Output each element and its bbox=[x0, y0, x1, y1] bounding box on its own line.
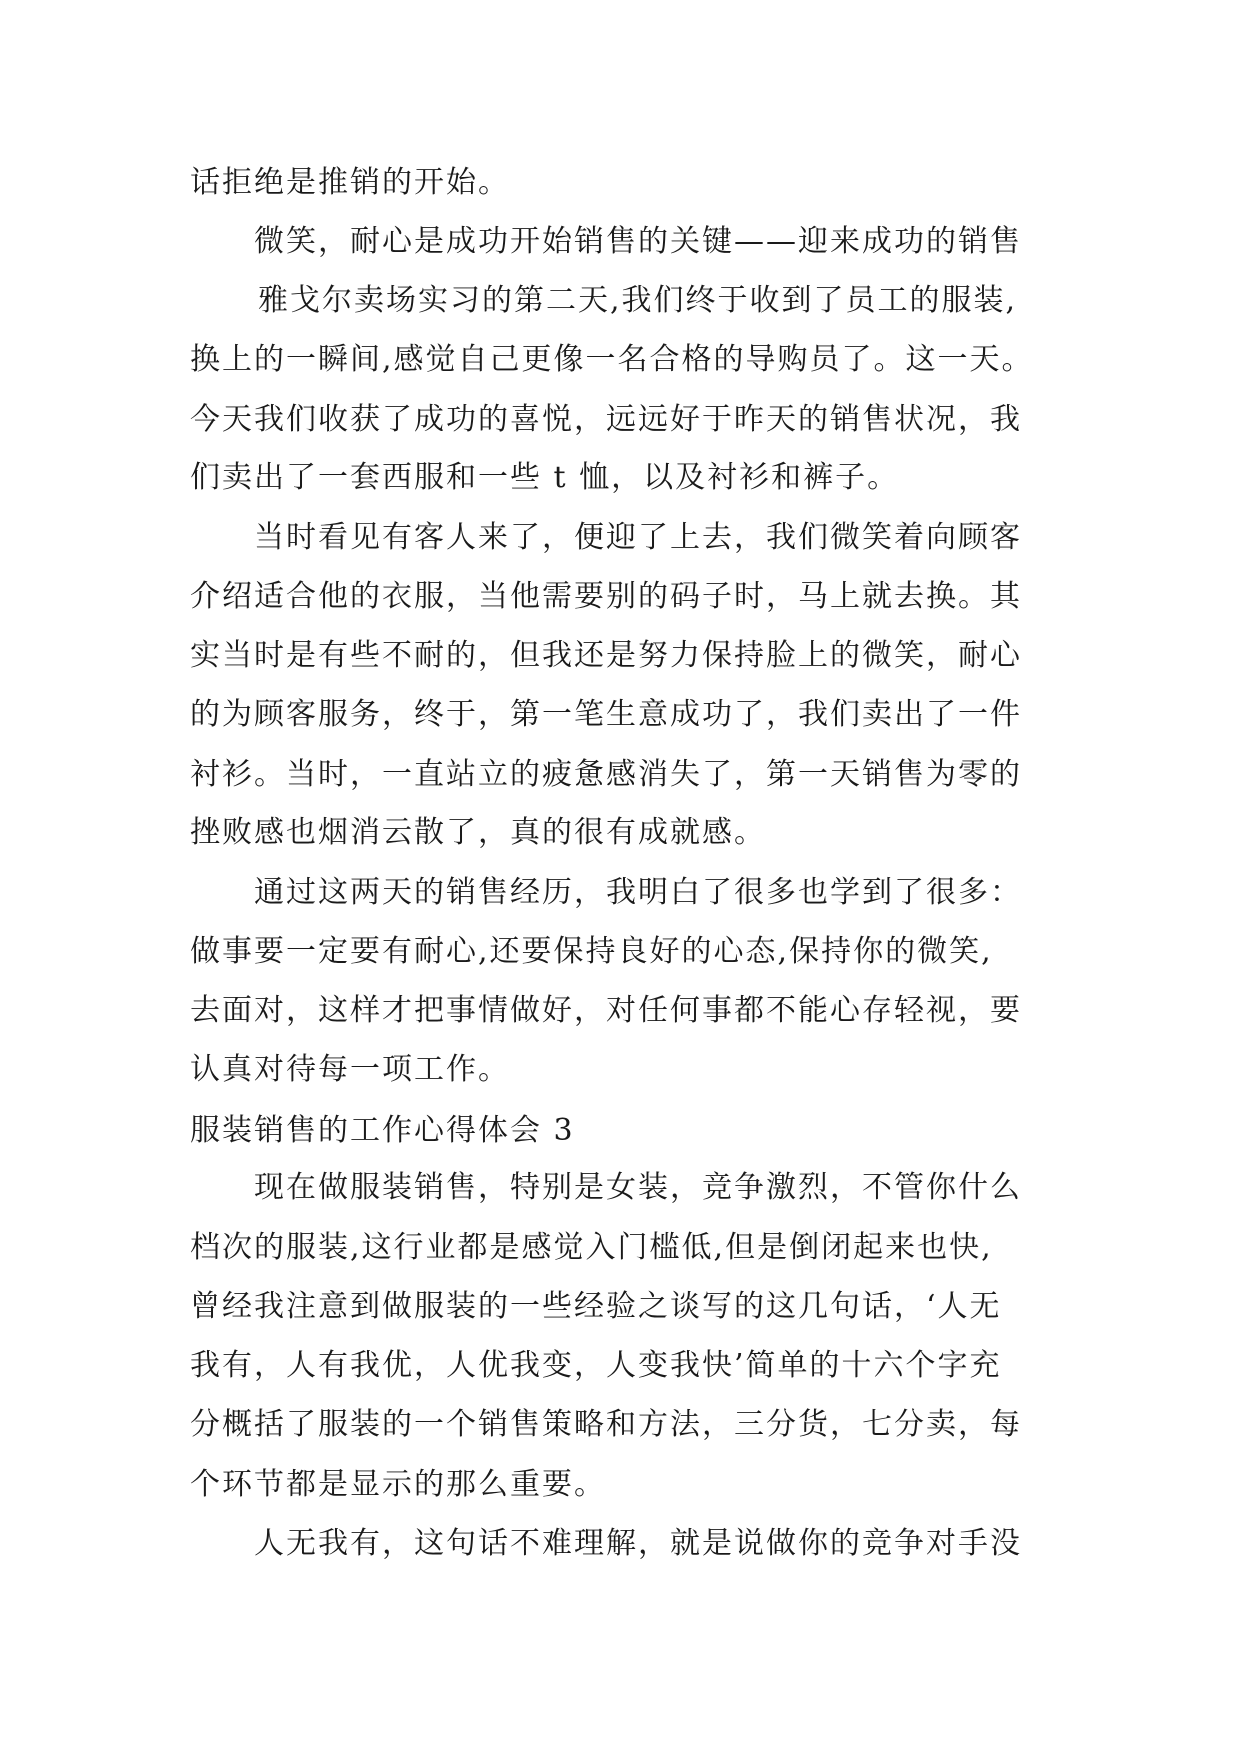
text-line: 个环节都是显示的那么重要。 bbox=[190, 1467, 606, 1502]
text-line: 挫败感也烟消云散了，真的很有成就感。 bbox=[190, 815, 766, 850]
text-line: 换上的一瞬间,感觉自己更像一名合格的导购员了。这一天。 bbox=[190, 342, 1034, 377]
text-line: 介绍适合他的衣服，当他需要别的码子时，马上就去换。其 bbox=[190, 579, 1022, 614]
text-line: 认真对待每一项工作。 bbox=[190, 1052, 510, 1087]
text-line: 分概括了服装的一个销售策略和方法，三分货，七分卖，每 bbox=[190, 1407, 1022, 1442]
text-line: 我有，人有我优，人优我变，人变我快’简单的十六个字充 bbox=[190, 1348, 1002, 1383]
text-line: 今天我们收获了成功的喜悦，远远好于昨天的销售状况，我 bbox=[190, 402, 1022, 437]
text-line: 雅戈尔卖场实习的第二天,我们终于收到了员工的服装, bbox=[258, 283, 1018, 318]
text-line: 通过这两天的销售经历，我明白了很多也学到了很多： bbox=[254, 875, 1022, 910]
text-line: 微笑，耐心是成功开始销售的关键——迎来成功的销售 bbox=[254, 224, 1022, 259]
text-line: 去面对，这样才把事情做好，对任何事都不能心存轻视，要 bbox=[190, 993, 1022, 1028]
section-heading: 服装销售的工作心得体会 3 bbox=[190, 1113, 575, 1148]
text-line: 衬衫。当时，一直站立的疲惫感消失了，第一天销售为零的 bbox=[190, 757, 1022, 792]
text-line: 现在做服装销售，特别是女装，竞争激烈，不管你什么 bbox=[254, 1170, 1022, 1205]
text-line: 人无我有，这句话不难理解，就是说做你的竞争对手没 bbox=[254, 1526, 1022, 1561]
text-line: 档次的服装,这行业都是感觉入门槛低,但是倒闭起来也快, bbox=[190, 1230, 993, 1265]
text-line: 当时看见有客人来了，便迎了上去，我们微笑着向顾客 bbox=[254, 520, 1022, 555]
text-line: 曾经我注意到做服装的一些经验之谈写的这几句话，‘人无 bbox=[190, 1289, 1002, 1324]
text-line: 实当时是有些不耐的，但我还是努力保持脸上的微笑，耐心 bbox=[190, 638, 1022, 673]
text-line: 的为顾客服务，终于，第一笔生意成功了，我们卖出了一件 bbox=[190, 697, 1022, 732]
text-line: 们卖出了一套西服和一些 t 恤，以及衬衫和裤子。 bbox=[190, 460, 900, 495]
text-line: 做事要一定要有耐心,还要保持良好的心态,保持你的微笑, bbox=[190, 934, 993, 969]
text-line: 话拒绝是推销的开始。 bbox=[190, 165, 510, 200]
